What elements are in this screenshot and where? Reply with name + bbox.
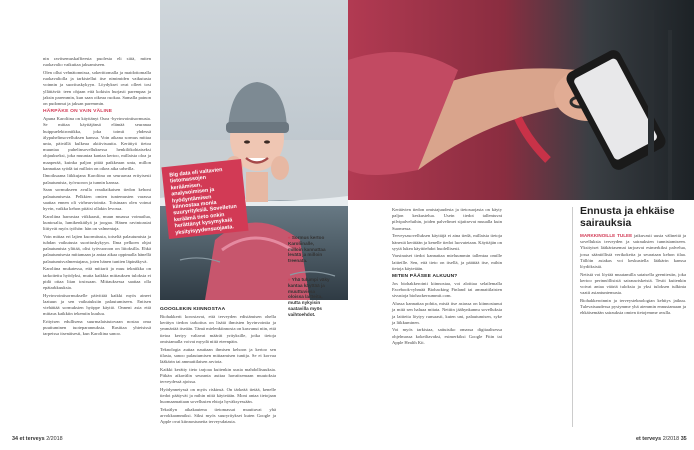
pull-quote-text: Big data eli valtavien tietomassojen keräämisen, analysoimisen ja hyödyntämisen kiinnostaa monia suuryrityksiä. Sovelletun keräämä tieto onkin herättänyt kysymyksiä yksityisyydensuojasta. <box>169 167 238 236</box>
paragraph: Karoliina mukatessa, että mittarit ja muu tekniikka on tarkoitettu hyödyksi, mutta kaikkia mittauksen tuloksia ei pidä ottaa liian tosissaan. Mittauksessa saattaa olla epätarkkuuksia. <box>43 266 151 290</box>
paragraph: Netistä voi löytää muutamilla sataisella geenitestin, joka kertoo perinnöllisistä sairausriskeistä. Testit kuitenkin voivat antaa vääriä tuloksia ja yksi tuloksen tulkinta vaatii asiantuntemusta. <box>580 271 686 296</box>
paragraph: Keräävien tiedon omistajuudesta ja tietosuojasta on käyty paljon keskustelua. Usein tiedot tallentuvat pilvipalveluihin, joiden palvelimet sijaitsevat muualla kuin Suomessa. <box>392 207 502 231</box>
sidebar-byline: MARKKINOILLE TULEE <box>580 233 633 238</box>
magazine-name: et terveys <box>19 436 45 442</box>
pull-quote-box <box>161 159 248 239</box>
paragraph: Jos biohakkerointi kiinnostaa, voi aloittaa selailemalla Facebook-ryhmää Biohacking Finland tai ammattilaisten sivustoja biohackersummit.com. <box>392 281 502 299</box>
paragraph <box>580 233 686 270</box>
paragraph: Tekoälyn aikakautena tietomassat muuttuvat yhä arvokkaammiksi. Siksi myös suuryritykset kuten Google ja Apple ovat kiinnostuneita terveysdatasta. <box>160 406 276 425</box>
caption-arrow-icon: « <box>288 235 291 240</box>
section-heading: HÄRPÄKE ON VAIN VÄLINE <box>43 109 113 115</box>
caption-text: Yhä tulumpi väky kantaa käyttää ja muuttuvissa oloissa laitteita, mutta nykyisin saatavilla myös vaihtoehdot. <box>288 277 330 317</box>
paragraph: Biohakkeroinnin ja terveysteknologian kehitys jatkuu. Tulevaisuudessa pystymme yhä aiemmin ennustamaan ja ehkäisemään sairauksia omien tietojemme avulla. <box>580 298 686 316</box>
paragraph: Alussa kannattaa pohtia, mistä itse asiassa on kiinnostunut ja mitä sen haluaa mitata. Nettiin jäähynkannu sovelluksia ja laitteita löytyy runsaasti, kuten uni, palautumisen, syke ja liikkuminen. <box>392 301 502 325</box>
paragraph: Voi myös tarkistaa, sattuisiko omassa digitaalisessa ohjelmassa kokeiltavaksi, esimerkiksi Google Fitin tai Apple Health Kit. <box>392 327 502 345</box>
issue-number: 2/2018 <box>662 436 680 442</box>
paragraph: Voin mittaa eri lajien kuormitusta, toiseltä palautumista ja tuhdan vaikutusta suorituskykyyn. Ilma pelkoen ohjat palautumista ylittää, olisi työvuoroon on liitoksilla. Ehkä palautumisesta mittamaan ja antaa aikaa oppimalla hänellä palautumisvalmentajana, joten hänen tuntien läpinäkyvä. <box>43 233 151 264</box>
sidebar-body <box>580 233 686 318</box>
paragraph: Teknologia auttaa nauttaan ihmisen kehoon ja kertoo sen tilasta, sanoo palautumisen mittaamisen tuntija. Se ei korvaa lääkärin tai ammattilaisen arviota. <box>160 346 276 364</box>
paragraph: Terveysasovelluksen käyttäjä ei aina tiedä, millaisia tietoja hänestä kerätään ja kenelle tiedot luovutetaan. Käyttäjän on syytä lukea käyttöehdot huolellisesti. <box>392 233 502 251</box>
photo-caption-2 <box>288 277 330 318</box>
paragraph: Karoliina harrastaa viikkaasti, muun muassa voimailua, kuntosalia, lumikenkäilyä ja joogaa. Hänen ravintoasiat liittyvät myös työhön: hän on valmentaja. <box>43 213 151 232</box>
page-number: 35 <box>680 436 687 442</box>
page-number: 34 <box>12 436 18 442</box>
paragraph: Kaikki kerätty tieto tarjoaa kuitenkin uusia mahdollisuuksia. Pitkän aikavälin seuranta auttaa havaitsemaan muutoksia terveydessä ajoissa. <box>160 366 276 385</box>
section-heading: MITEN PÄÄSEE ALKUUN? <box>392 274 458 280</box>
paragraph: Hyödynnetyssä on myös riskinsä. On tärkeää tietää, kenelle tiedot päätyvät ja mihin niitä käytetään. Moni antaa tietojaan huomaamattaan sovellusten ehtoja hyväksyessään. <box>160 386 276 405</box>
paragraph: Hyvinvointisormukselle päivittää kaikki myös aineet laatuun ja sen vaikutuksiin palautumiseen. Entisen viehättää sormuksien hyöppe käyttö. Onneni asia että mittaus kaikkiin tekemiin kuuluu. <box>43 292 151 317</box>
paragraph: nin ravitsemuskaffieesta puolesta eli siitä, miten ruokavalio vaikuttaa jaksamiseen. <box>43 56 151 68</box>
caption-text: Sormus kertoo Karoliinalle, milloin kannattaa levätä ja milloin treenata. <box>288 235 326 264</box>
article-column-left <box>43 56 151 339</box>
paragraph: Olen ollut vehnätonnissa, sokerittomalla ja maidottomalla ruokavaliolla ja tarkistellut itse nimimiden vaikutusta voinnin ja suorituskykyyn. Löydykset ovat olleet tosi yllättäviä: teen ohjaan että kokisin hurjasti parempaa ja jaksin paremmin, kun saan oikeaa ruokaa. Samalla painon on pudonnut ja jaksan paremmin. <box>43 69 151 106</box>
paragraph: Ilmoiksaana liikkujana Karoliina on seuraavaa erityisesti palautumista, työvuoron ja tunnin kanssa. <box>43 173 151 185</box>
photo-illustration <box>348 0 694 200</box>
paragraph: Biohakkerit korostavat, että terveyden edistämisen ohella kerätyn tiedon tarkoitus on lisätä ihmisten hyvinvointia ja ymmärtää itseään. Tämä mielenkiinnosta on kasvanut niin, että tietoa kertyy valtavat määrät yrityksille, jotka tietoja omistamalla voivat myydä niitä eteenpäin. <box>160 314 276 344</box>
paragraph: Varsinaiset tiedot kannattaa mieluummin tallentaa omille laitteille. Sen, että tieto on itsellä, ja päättää itse, mihin tietoja käytetään. <box>392 253 502 271</box>
paragraph-text: jatkuvasti uusia välineitä ja sovelluksia terveyden ja sairauksien tunnistamiseen. Yksityiset lääkäriasemat tarjoavat esimerkiksi palvelua, jossa sääntöllistä verikokeita ja seurataan kehon tilaa. Tällöin asiakas voi keskustella lääkärin kanssa löydöksistä. <box>580 233 686 270</box>
footer-left <box>12 436 63 442</box>
paragraph: Erityisen edullisena suurmalaistutovaan nostaa oma puuttuminen tuoteparannuksia. Rasittaa yhteisissä tarpeissa itsenäisesti, kun Karoliina sanoo. <box>43 318 151 337</box>
sidebar-headline: Ennusta ja ehkäise sairauksia <box>580 205 675 229</box>
footer-right <box>636 436 687 442</box>
photo-caption-1 <box>288 235 330 264</box>
magazine-name: et terveys <box>636 436 662 442</box>
sidebar-divider <box>572 207 573 427</box>
section-heading: GOOGLEKIN KIINNOSTAA <box>160 307 226 312</box>
photo-hand-phone-ring <box>348 0 694 200</box>
paragraph: Apuna Karoliina on käyttänyt Oura -hyvinvointisormusta. Se mittaa käyttäjänsä elämää seuranaa huippuelektroniikka, joka toimii yhdessä älypuhelinsovelluksen kanssa. Voin aikana sormus mittaa unta, päivällä kulkeaa aktiivisuutta. Kerättyä tietoa muuntaa puhelinsovelluksessa henkilökohtaiseksi ohjaukseksi, joka muuntaa kantaa kertoo, millaista oloa ja maaperää, kuinka paljon pitää paikkeaan unta, millon kannattaa syödä tai milloin on oikea aika urheilla. <box>43 116 151 171</box>
article-column-middle <box>160 305 276 427</box>
paragraph: Saan sormukseen avulla reaaliaikaisen tiedon kehoni palautumisesta. Pelkkien omien tuntemusten varassa saattaa ennen oli virhearviointia. Toisinaan olen voinut hyvin, vaikka kehon pitäisi ollakin levossa. <box>43 187 151 211</box>
caption-arrow-icon: » <box>288 277 291 282</box>
issue-number: 2/2018 <box>46 436 63 442</box>
article-column-right <box>392 207 502 348</box>
